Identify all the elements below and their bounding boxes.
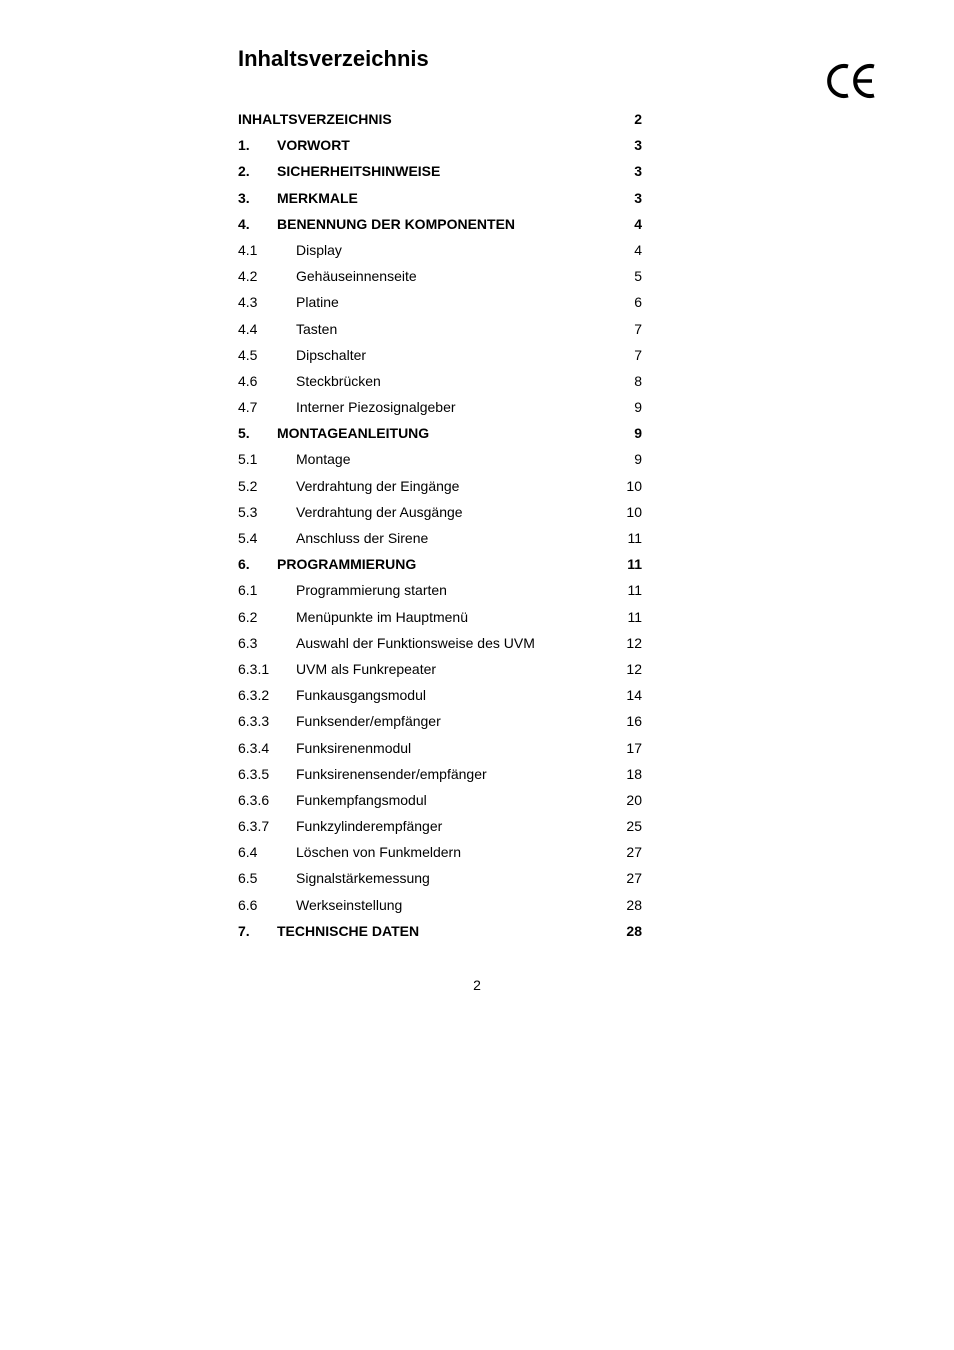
toc-entry-number: 6.3.5 bbox=[238, 765, 270, 782]
toc-entry-number: 6.6 bbox=[238, 896, 258, 913]
toc-entry-label: Funksirenenmodul bbox=[296, 739, 412, 756]
toc-entry-label: Menüpunkte im Hauptmenü bbox=[296, 608, 468, 625]
toc-entry-page: 4 bbox=[634, 215, 642, 232]
toc-entry-page: 2 bbox=[634, 111, 642, 127]
table-of-contents bbox=[238, 106, 644, 944]
toc-entry-number: 4.4 bbox=[238, 320, 258, 337]
toc-entry[interactable] bbox=[238, 918, 644, 944]
toc-entry[interactable] bbox=[238, 420, 644, 446]
toc-entry-number: 6.4 bbox=[238, 844, 258, 861]
toc-entry-number: 3. bbox=[238, 189, 250, 206]
toc-entry[interactable] bbox=[238, 525, 644, 551]
toc-entry[interactable] bbox=[238, 473, 644, 499]
toc-entry[interactable] bbox=[238, 237, 644, 263]
toc-entry-label: Verdrahtung der Eingänge bbox=[296, 477, 460, 494]
toc-entry-number: 4.2 bbox=[238, 268, 258, 285]
toc-entry-page: 27 bbox=[626, 870, 642, 887]
toc-entry-page: 3 bbox=[634, 163, 642, 180]
toc-entry-label: Funkausgangsmodul bbox=[296, 687, 426, 704]
toc-entry-page: 9 bbox=[634, 399, 642, 416]
toc-entry-label: INHALTSVERZEICHNIS bbox=[238, 111, 392, 127]
toc-entry[interactable] bbox=[238, 211, 644, 237]
toc-entry-label: Interner Piezosignalgeber bbox=[296, 399, 456, 416]
toc-entry[interactable] bbox=[238, 892, 644, 918]
page-number: 2 bbox=[473, 977, 481, 993]
toc-entry-number: 7. bbox=[238, 922, 250, 939]
toc-entry-page: 16 bbox=[626, 713, 642, 730]
toc-entry-page: 4 bbox=[634, 241, 642, 258]
toc-entry-page: 20 bbox=[626, 791, 642, 808]
toc-entry-label: Funkempfangsmodul bbox=[296, 791, 427, 808]
toc-entry-number: 6.2 bbox=[238, 608, 258, 625]
toc-entry-page: 12 bbox=[626, 634, 642, 651]
toc-entry-label: UVM als Funkrepeater bbox=[296, 660, 437, 677]
toc-entry-number: 6.3.2 bbox=[238, 687, 270, 704]
toc-entry-page: 12 bbox=[626, 660, 642, 677]
toc-entry-label: Anschluss der Sirene bbox=[296, 530, 429, 546]
toc-entry[interactable] bbox=[238, 446, 644, 472]
toc-entry-number: 1. bbox=[238, 137, 250, 154]
toc-entry-number: 6.3.4 bbox=[238, 739, 270, 756]
toc-entry-label: Display bbox=[296, 241, 342, 258]
toc-entry[interactable] bbox=[238, 499, 644, 525]
toc-entry[interactable] bbox=[238, 787, 644, 813]
toc-entry-label: Programmierung starten bbox=[296, 582, 447, 599]
toc-entry-number: 4.3 bbox=[238, 294, 258, 311]
toc-entry-page: 7 bbox=[634, 320, 642, 337]
toc-entry-number: 6. bbox=[238, 556, 250, 573]
toc-entry[interactable] bbox=[238, 656, 644, 682]
toc-entry-label: TECHNISCHE DATEN bbox=[277, 922, 420, 939]
toc-entry[interactable] bbox=[238, 577, 644, 603]
page-title: Inhaltsverzeichnis bbox=[238, 46, 429, 71]
toc-entry[interactable] bbox=[238, 630, 644, 656]
toc-entry-number: 6.3.1 bbox=[238, 660, 270, 677]
toc-entry-number: 4.1 bbox=[238, 241, 258, 258]
toc-entry-label: Werkseinstellung bbox=[296, 896, 403, 913]
toc-entry-page: 10 bbox=[626, 503, 642, 520]
toc-entry-page: 10 bbox=[626, 477, 642, 494]
toc-entry[interactable] bbox=[238, 185, 644, 211]
toc-entry[interactable] bbox=[238, 761, 644, 787]
toc-entry-page: 14 bbox=[626, 687, 642, 704]
toc-entry-number: 2. bbox=[238, 163, 250, 180]
toc-entry-page: 11 bbox=[627, 608, 642, 625]
toc-entry[interactable] bbox=[238, 865, 644, 891]
toc-entry[interactable] bbox=[238, 263, 644, 289]
toc-entry[interactable] bbox=[238, 708, 644, 734]
toc-entry-number: 5. bbox=[238, 425, 250, 442]
toc-entry-page: 18 bbox=[626, 765, 642, 782]
toc-entry-label: Funksirenensender/empfänger bbox=[296, 765, 487, 782]
toc-entry[interactable] bbox=[238, 604, 644, 630]
toc-entry-label: SICHERHEITSHINWEISE bbox=[277, 163, 441, 180]
toc-entry-label: Verdrahtung der Ausgänge bbox=[296, 503, 463, 520]
toc-entry-number: 5.2 bbox=[238, 477, 258, 494]
toc-entry[interactable] bbox=[238, 839, 644, 865]
toc-entry[interactable] bbox=[238, 316, 644, 342]
toc-entry-page: 27 bbox=[626, 844, 642, 861]
toc-entry-page: 28 bbox=[626, 896, 642, 913]
toc-entry-label: Signalstärkemessung bbox=[296, 870, 430, 887]
toc-entry[interactable] bbox=[238, 106, 644, 132]
toc-entry-label: Funkzylinderempfänger bbox=[296, 818, 443, 835]
toc-entry-number: 5.4 bbox=[238, 530, 258, 546]
toc-entry-label: MONTAGEANLEITUNG bbox=[277, 425, 430, 442]
toc-entry-label: Löschen von Funkmeldern bbox=[296, 844, 461, 861]
toc-entry-page: 8 bbox=[634, 372, 642, 389]
toc-entry-page: 17 bbox=[626, 739, 642, 756]
toc-entry-label: Dipschalter bbox=[296, 346, 367, 363]
toc-entry-number: 6.1 bbox=[238, 582, 258, 599]
toc-entry-label: Funksender/empfänger bbox=[296, 713, 441, 730]
toc-entry[interactable] bbox=[238, 394, 644, 420]
toc-entry-page: 28 bbox=[626, 922, 642, 939]
toc-entry-label: Gehäuseinnenseite bbox=[296, 268, 417, 285]
ce-mark-icon bbox=[826, 62, 878, 100]
toc-entry[interactable] bbox=[238, 132, 644, 158]
toc-entry-label: MERKMALE bbox=[277, 189, 358, 206]
toc-entry-number: 6.3.7 bbox=[238, 818, 270, 835]
toc-entry-page: 11 bbox=[627, 530, 642, 546]
toc-entry[interactable] bbox=[238, 813, 644, 839]
toc-entry-number: 4.7 bbox=[238, 399, 258, 416]
toc-entry-label: Montage bbox=[296, 451, 351, 468]
toc-entry-page: 9 bbox=[634, 451, 642, 468]
toc-entry-number: 6.3.3 bbox=[238, 713, 270, 730]
toc-entry-page: 6 bbox=[634, 294, 642, 311]
toc-entry[interactable] bbox=[238, 551, 644, 577]
toc-entry-page: 3 bbox=[634, 137, 642, 154]
toc-entry[interactable] bbox=[238, 368, 644, 394]
toc-entry-label: PROGRAMMIERUNG bbox=[277, 556, 417, 573]
toc-entry-page: 11 bbox=[627, 556, 642, 573]
toc-entry-number: 6.3 bbox=[238, 634, 258, 651]
toc-entry-number: 4. bbox=[238, 215, 250, 232]
toc-entry-number: 4.6 bbox=[238, 372, 258, 389]
toc-entry-label: Steckbrücken bbox=[296, 372, 381, 389]
toc-entry-label: VORWORT bbox=[277, 137, 350, 154]
toc-entry-label: Platine bbox=[296, 294, 339, 311]
toc-entry-label: BENENNUNG DER KOMPONENTEN bbox=[277, 215, 516, 232]
toc-entry-page: 5 bbox=[634, 268, 642, 285]
toc-entry-label: Tasten bbox=[296, 320, 338, 337]
toc-entry-label: Auswahl der Funktionsweise des UVM bbox=[296, 634, 535, 651]
toc-entry[interactable] bbox=[238, 735, 644, 761]
toc-entry-page: 25 bbox=[626, 818, 642, 835]
toc-entry[interactable] bbox=[238, 158, 644, 184]
toc-entry[interactable] bbox=[238, 682, 644, 708]
toc-entry-number: 5.3 bbox=[238, 503, 258, 520]
toc-entry-page: 11 bbox=[627, 582, 642, 599]
toc-entry-page: 9 bbox=[634, 425, 642, 442]
toc-entry-number: 4.5 bbox=[238, 346, 258, 363]
toc-entry[interactable] bbox=[238, 289, 644, 315]
toc-entry-number: 5.1 bbox=[238, 451, 258, 468]
toc-entry-page: 7 bbox=[634, 346, 642, 363]
toc-entry-number: 6.5 bbox=[238, 870, 258, 887]
toc-entry-number: 6.3.6 bbox=[238, 791, 270, 808]
toc-entry-page: 3 bbox=[634, 189, 642, 206]
toc-entry[interactable] bbox=[238, 342, 644, 368]
